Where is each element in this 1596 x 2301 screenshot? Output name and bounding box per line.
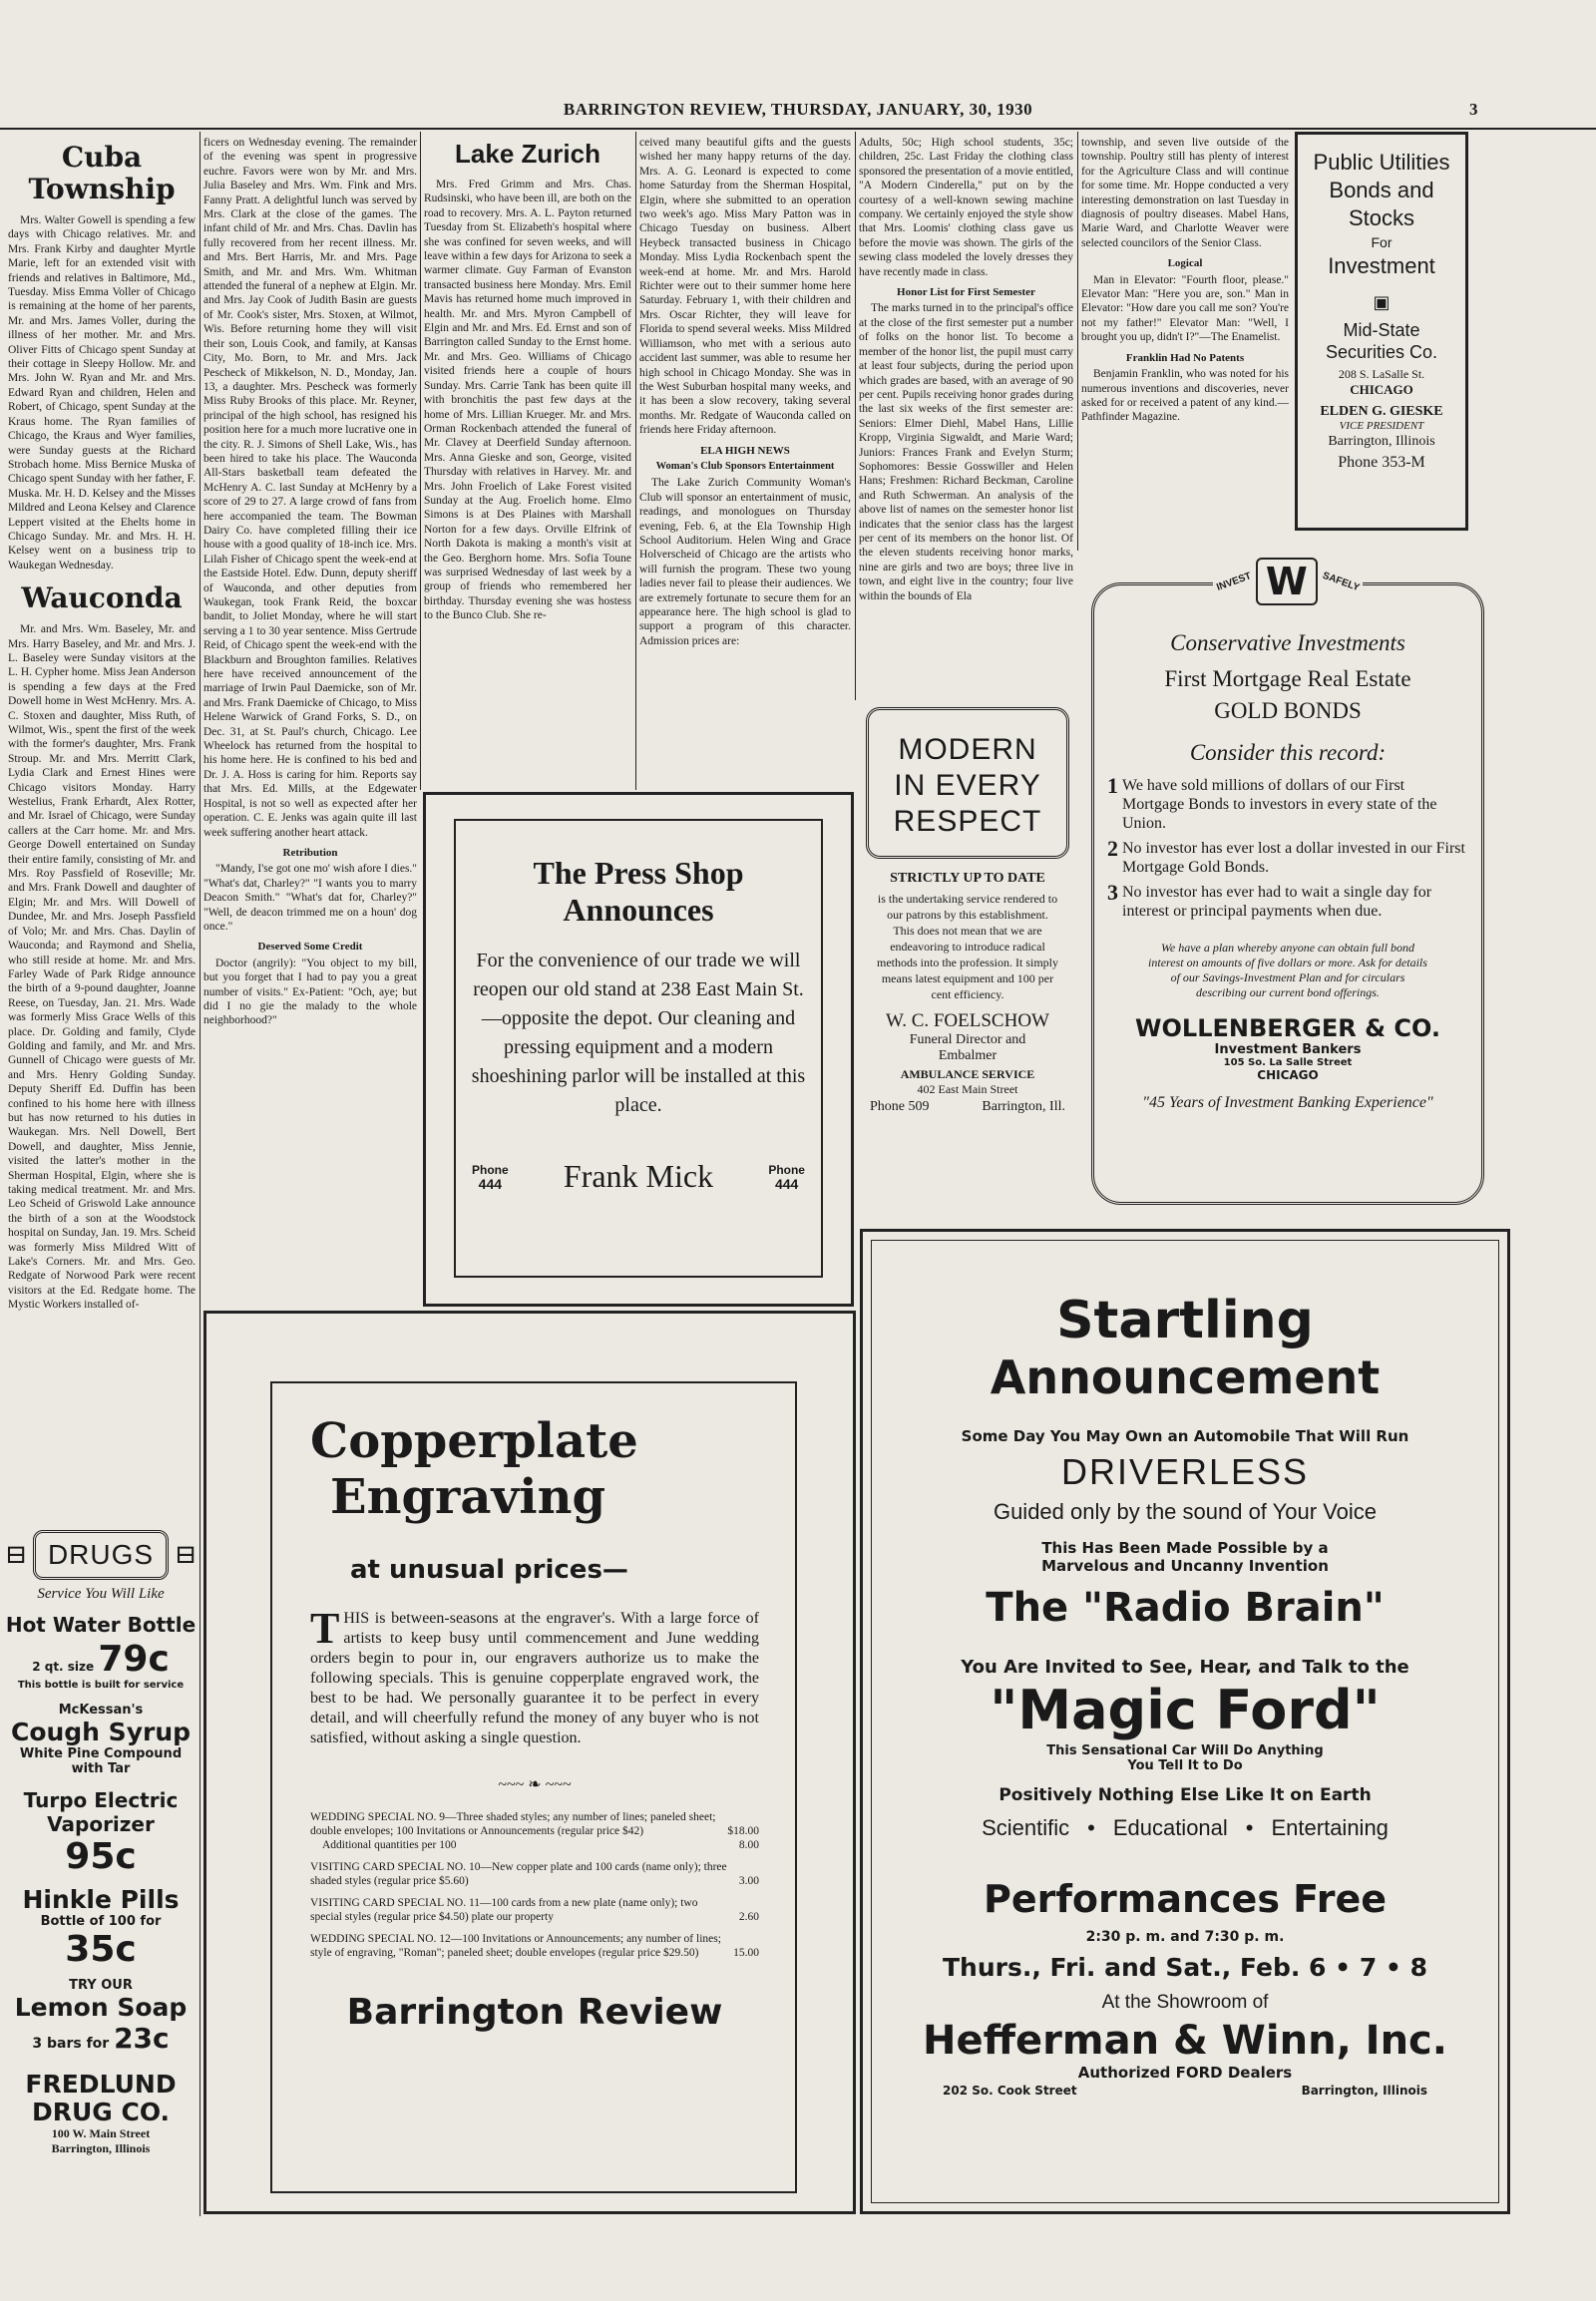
wollenberger-plan: We have a plan whereby anyone can obtain full bond interest on amounts of five dollars or more. Ask for details of our Savings-Investment Plan and for circulars describing our current bond offerings. (1148, 941, 1427, 999)
utilities-line-5: Investment (1328, 253, 1435, 278)
utilities-line-1: Public Utilities (1313, 150, 1450, 175)
press-shop-heading: The Press Shop (533, 855, 744, 891)
page-number: 3 (1469, 100, 1478, 119)
wauconda-heading: Wauconda (21, 581, 183, 615)
wauconda-news: Mr. and Mrs. Wm. Baseley, Mr. and Mrs. Harry Baseley, and Mr. and Mrs. J. L. Baseley were Sunday visitors at the L. H. Cypher home. Miss Jean Anderson is spending a few days at the Fred Dowell home in West McHenry. Mrs. A. C. Stoxen and daughter, Miss Ruth, of Wilmot, Wis., spent the first of the week with the former's daughter, Mrs. Frank Stroup. Mr. and Mrs. Merritt Clark, Lydia Clark and Ernest Hines were Chicago visitors Monday. Harry Westelius, Frank Erhardt, Alex Rotter, and Mr. Israel of Chicago, were Sunday callers at the Carr home. Mr. and Mrs. George Dowell entertained on Sunday their entire family, consisting of Mr. and Mrs. Roy Passfield of Roseville; Mr. and Mrs. Frank Dowell and daughter of Elgin; Mr. and Mrs. Will Dowell of Dundee, Mr. and Mrs. Joseph Passfield of Volo; Mr. and Mrs. Chas. Daylin of Wauconda; and Raymond and Shelia, who still reside at home. Mr. and Mrs. Farley Wade of Park Ridge announce the birth of a 9-pound daughter, Joanne Reese, on Tuesday, Jan. 21. Mrs. Wade was formerly Miss Grace Wells of this place. Dr. Golding and family, Clyde Golding and family, and Mr. and Mrs. Gunnell of Chicago were guests of Mr. and Mrs. Henry Golding Sunday. Deputy Sheriff Ed. Duffin has been confined to his home here with illness but has now returned to his duties in Waukegan. Mrs. Nell Dowell, Bert Dowell, and daughter, Miss Jennie, visited the latter's mother in the Sherman Hospital, Elgin, where she is taking medical treatment. Mr. and Mrs. Leo Scheid of Griswold Lake announce the birth of a son at the Woodstock hospital on Sunday, Jan. 19. Mrs. Scheid was formerly Miss Mildred Witt of Lake's Corners. Mr. and Mrs. Geo. Redgate of Norwood Park were recent visitors at the Ed. Redgate home. The Mystic Workers installed of- (8, 623, 196, 1312)
lantern-icon: ⊟ (175, 1540, 197, 1569)
modern-text: is the undertaking service rendered to our patrons by this establishment. This does not mean that we are endeavoring to introduce radical methods into the profession. It simply means latest equipment and 100 per cent efficiency. (877, 892, 1058, 1001)
ford-line-1: Some Day You May Own an Automobile That Will Run (961, 1427, 1409, 1445)
ford-magic-ford: "Magic Ford" (990, 1679, 1381, 1741)
copperplate-drop-cap: T (310, 1604, 340, 1653)
utilities-line-3: Stocks (1348, 205, 1415, 230)
lantern-icon: ⊟ (5, 1540, 27, 1569)
ford-tag-entertaining: Entertaining (1271, 1815, 1389, 1840)
wollenberger-ad (1083, 547, 1492, 1207)
hinkle-pills-price: 35c (65, 1929, 137, 1970)
foelschow-ambulance: AMBULANCE SERVICE (900, 1067, 1035, 1081)
modern-banner (866, 707, 1069, 859)
column-2 (203, 136, 417, 1313)
copperplate-heading-2: Engraving (330, 1469, 606, 1525)
modern-line-2: IN EVERY (894, 769, 1041, 802)
honor-list-heading: Honor List for First Semester (897, 286, 1035, 299)
wollenberger-point-3: 3 No investor has ever had to wait a single day for interest or principal payments when due. (1107, 880, 1432, 920)
lake-zurich-heading: Lake Zurich (455, 139, 600, 169)
wauconda-news-continued: ficers on Wednesday evening. The remainder of the evening was spent in progressive euchre. Favors were won by Mr. and Mrs. Julia Baseley and Mrs. Wm. Fink and Mrs. Fanny Pratt. A delightful lunch was served by Mrs. Clark at the close of the games. The infant child of Mr. and Mrs. Chas. Davlin has fully recovered from her recent illness. Mr. and Mrs. Bert Harris, Mr. and Mrs. Page Smith, and Mr. and Mrs. Wm. Whitman attended the funeral of a nephew at Elgin. Mr. and Mrs. Jay Cook of Judith Basin are guests of Mr. Cook's sister, Mrs. Stoxen, at Wilmot, Wis. Before returning home they will visit their son, Louis Cook, and family, at Kansas City, Mo. Born, to Mr. and Mrs. Jack Pescheck of Mikkelson, N. D., Monday, Jan. 13, a daughter. Mrs. Pescheck was formerly Miss Ruby Brooks of this place. Mr. Reyner, principal of the high school, has resigned his position here for a much more lucrative one in the city. R. J. Simons of Shell Lake, Wis., has been hired to take his place. The Wauconda All-Stars basketball team defeated the McHenry A. C. last Sunday at McHenry by a score of 29 to 27. A large crowd of fans from here accompanied the team. The Bowman Dairy Co. have completed filling their ice house with a good quality of 18-inch ice. Mrs. Lilah Fisher of Chicago spent the week-end at the Eastside Hotel. Edw. Dunn, deputy sheriff of Wauconda, and other deputies from Waukegan, took Frank Reid, the boxcar bandit, to Joliet Monday, where he will start serving a 1 to 30 year sentence. Miss Gertrude Reid, of Chicago spent the week-end with the Blackburn and Broughton families. Relatives here have received announcement of the marriage of Irwin Paul Daemicke, son of Mr. and Mrs. Frank Daemicke of Chicago, to Miss Helene Warwick of Grand Forks, S. D., on Dec. 31, at St. Paul's church, Chicago. Lee Wheelock has returned from the hospital to his home here. He is confined to his bed and Dr. J. A. Hoss is caring for him. Reports say that Mrs. Ed. Mills, at the Edgewater Hospital, is not so well as expected after her operation. C. E. Jenks was again quite ill last week suffering another heart attack. (203, 137, 417, 839)
foelschow-town: Barrington, Ill. (982, 1099, 1065, 1114)
special-9-additional: Additional quantities per 100 (322, 1839, 457, 1851)
press-shop-body: For the convenience of our trade we will reopen our old stand at 238 East Main St. —opposite the depot. Our cleaning and pressing equipment and a modern shoeshining parlor will be installed at this place. (471, 950, 806, 1116)
turpo-vaporizer-price: 95c (65, 1836, 137, 1877)
deserved-credit-text: Doctor (angrily): "You object to my bill, but you forget that I had to pay you a great number of visits." Ex-Patient: "Och, aye; but did I no gie the malady to the whole neighborhood?" (203, 957, 417, 1027)
magic-ford-ad (860, 1229, 1510, 2214)
ford-radio-brain: The "Radio Brain" (986, 1585, 1385, 1631)
wollenberger-point-2: 2 No investor has ever lost a dollar invested in our First Mortgage Gold Bonds. (1107, 836, 1465, 876)
utilities-line-4: For (1371, 234, 1393, 250)
copperplate-specials (310, 1810, 759, 1960)
wollenberger-line-1: Conservative Investments (1170, 630, 1405, 655)
lemon-soap-pre: TRY OUR (69, 1978, 133, 1993)
foelschow-sub-2: Embalmer (938, 1048, 998, 1063)
franklin-heading: Franklin Had No Patents (1125, 351, 1245, 364)
press-shop-ad (423, 792, 854, 1307)
special-12: WEDDING SPECIAL NO. 12—100 Invitations or Announcements; any number of lines; style of engraving, "Roman"; paneled sheet; double envelopes (regular price $29.50) (310, 1933, 721, 1959)
column-5 (859, 136, 1073, 699)
modern-line-3: RESPECT (893, 805, 1042, 838)
drugs-tagline: Service You Will Like (37, 1586, 165, 1602)
hot-water-bottle: Hot Water Bottle (5, 1613, 197, 1637)
hinkle-pills: Hinkle Pills (22, 1885, 180, 1914)
copperplate-heading-1: Copperplate (310, 1413, 638, 1469)
wollenberger-point-1: 1 We have sold millions of dollars of our First Mortgage Bonds to investors in every state of the Union. (1107, 773, 1437, 832)
column-divider (1077, 132, 1078, 551)
ela-high-news-subheading: Woman's Club Sponsors Entertainment (655, 460, 835, 472)
retribution-heading: Retribution (282, 846, 338, 859)
utilities-line-2: Bonds and (1329, 178, 1434, 202)
wollenberger-sub: Investment Bankers (1214, 1042, 1362, 1057)
special-11: VISITING CARD SPECIAL NO. 11—100 cards from a new plate (name only); two special styles (regular price $4.50) plate our property (310, 1897, 698, 1923)
copperplate-body: THIS is between-seasons at the engraver's. With a large force of artists to keep busy until commencement and June wedding orders begin to pour in, our engravers authorize us to make the following specials. This is genuine copperplate engraved work, the best to be had. We personally guarantee it to be perfect in every detail, and will cheerfully refund the money of any buyer who is not satisfied, without asking a single question. (310, 1604, 759, 1746)
utilities-firm: Mid-State Securities Co. (1325, 320, 1438, 362)
wollenberger-line-3: GOLD BONDS (1214, 698, 1362, 723)
utilities-address: 208 S. LaSalle St. (1338, 367, 1425, 381)
foelschow-phone: Phone 509 (870, 1099, 930, 1114)
special-11-price: 2.60 (738, 1911, 759, 1923)
cough-syrup-brand: McKessan's (58, 1703, 144, 1718)
ela-news-continued-2: township, and seven live outside of the township. Poultry still has plenty of interest for the Agriculture Class and will continue for some time. Mr. Hoppe conducted a very interesting demonstration on last Tuesday in diagnosis of poultry diseases. Mabel Hans, Marie Ward, and Charlotte Weaver were selected councilors of the Senior Class. (1081, 137, 1289, 249)
ford-performances-free: Performances Free (984, 1877, 1387, 1921)
ford-line-3: Guided only by the sound of Your Voice (993, 1499, 1378, 1524)
fredlund-store-name: FREDLUND DRUG CO. (25, 2070, 177, 2126)
ford-line-7: You Are Invited to See, Hear, and Talk to the (961, 1657, 1409, 1678)
foelschow-ad (860, 703, 1075, 1217)
ford-line-4: This Has Been Made Possible by a (1041, 1539, 1329, 1557)
masthead-rule (0, 128, 1596, 130)
invest-safely-emblem (1213, 547, 1363, 616)
hot-water-bottle-size: 2 qt. size (32, 1660, 95, 1674)
special-9-additional-price: 8.00 (738, 1839, 759, 1851)
ford-heading-1: Startling (1056, 1291, 1314, 1350)
ford-tag-scientific: Scientific (982, 1815, 1070, 1840)
special-9-price: $18.00 (727, 1825, 759, 1837)
drugs-sign-text: DRUGS (33, 1530, 169, 1580)
ford-line-5: Marvelous and Uncanny Invention (1041, 1557, 1329, 1575)
hinkle-pills-sub: Bottle of 100 for (40, 1914, 162, 1929)
ela-high-news-text: The Lake Zurich Community Woman's Club will sponsor an entertainment of music, readings, and monologues on Thursday evening, Feb. 6, at the Ela Township High School Auditorium. Helen Wing and Grace Holverscheid of Chicago are the artists who will furnish the program. These two young ladies never fail to please their audiences. We are extremely fortunate to secure them for an appearance here. The high school is glad to support a program of this character. Admission prices are: (639, 477, 851, 647)
ford-line-15: At the Showroom of (1101, 1992, 1269, 2013)
special-9: WEDDING SPECIAL NO. 9—Three shaded styles; any number of lines; paneled sheet; double envelopes; 100 Invitations or Announcements (regular price $42) (310, 1811, 716, 1837)
cuba-township-news: Mrs. Walter Gowell is spending a few days with Chicago relatives. Mr. and Mrs. Frank Kirby and daughter Myrtle Marie, left for an extended visit with friends and relatives in Baltimore, Md., Tuesday. Miss Emma Voller of Chicago is remaining at the home of her parents, Mr. and Mrs. James Voller, during the illness of her mother. Mr. and Mrs. Oliver Fitts of Chicago spent Sunday at their cottage in Sleepy Hollow. Mr. and Mrs. John W. Ryan and Mr. and Mrs. Edward Ryan and children, Helen and Robert, of Chicago, spent Sunday at the Kraus home. The Ryan families of Chicago, the Kraus and Wyer families, were Sunday guests at the Richard Strobach home. Miss Bernice Muska of Chicago spent Sunday with her father, F. Muska. Mr. H. D. Kelsey and the Misses Mildred and Leona Kelsey and Clarence Leppert visited at the Ehelts home in Chicago Sunday. Mr. and Mrs. H. H. Kelsey went on a business trip to Waukegan Wednesday. (8, 214, 196, 572)
franklin-text: Benjamin Franklin, who was noted for his numerous inventions and discoveries, never asked for or received a patent of any kind.—Pathfinder Magazine. (1081, 368, 1289, 424)
column-3 (424, 136, 631, 784)
column-4 (639, 136, 851, 784)
mid-state-securities-ad (1295, 132, 1468, 531)
press-shop-owner: Frank Mick (563, 1158, 714, 1194)
special-10-price: 3.00 (738, 1875, 759, 1887)
emblem-w: W (1256, 558, 1318, 605)
wollenberger-line-2: First Mortgage Real Estate (1164, 666, 1411, 691)
ford-tag-educational: Educational (1112, 1815, 1228, 1840)
masthead (0, 100, 1596, 130)
utilities-person-title: VICE PRESIDENT (1339, 420, 1424, 432)
utilities-person: ELDEN G. GIESKE (1320, 404, 1443, 419)
ford-line-11: Positively Nothing Else Like It on Earth (998, 1785, 1372, 1805)
special-12-price: 15.00 (733, 1947, 759, 1959)
copperplate-heading-3: at unusual prices— (350, 1555, 628, 1585)
ford-dates: Thurs., Fri. and Sat., Feb. 6 • 7 • 8 (943, 1953, 1427, 1982)
lake-zurich-news-continued: ceived many beautiful gifts and the guests wished her many happy returns of the day. Mrs. A. G. Leonard is expected to come home Saturday from the Sherman Hospital, Elgin, where she submitted to an operation two week's ago. Miss Mary Patton was in Chicago Tuesday on business. Albert Heybeck transacted business in Chicago Monday. Miss Lydia Rockenbach spent the week-end at home. Mr. and Mrs. Harold Richter were out to their summer home here Saturday. February 1, with their children and Mrs. Oscar Richter, they will leave for Florida to spend several weeks. Miss Mildred Williamson, who met with a serious auto accident last summer, was able to resume her high school in Chicago Monday. She was in the West Suburban hospital many weeks, and it has been a slow recovery, taking several months. Mr. Redgate of Wauconda called on friends here Friday afternoon. (639, 137, 851, 437)
column-divider (635, 132, 636, 790)
wollenberger-address: 105 So. La Salle Street (1223, 1057, 1353, 1068)
fredlund-address: 100 W. Main Street (51, 2126, 151, 2140)
wollenberger-motto: "45 Years of Investment Banking Experience" (1142, 1094, 1433, 1111)
honor-list-text: The marks turned in to the principal's office at the close of the first semester put a number of folks on the honor list. To become a member of the honor list, the pupil must carry at least four subjects, during the period upon which grades are based, with an average of 90 per cent. Pupils receiving honor grades during the last six weeks of the first semester are: Seniors: Elmer Diehl, Mabel Hans, Lillie Kropp, Virginia Sigwaldt, and Marie Ward; Juniors: Frances Frank and Evelyn Sturm; Sophomores: Bessie Gosswiller and Helen Hans; Freshmen: Richard Beckman, Caroline and Ruth Schwerman. An analysis of the above list of names on the semester honor list indicates that the senior class has the largest per cent of its members on the honor list. Of the eleven students receiving honor marks, nine are girls and two are boys; three live in town, and eight live in the country; four live within the bounds of Ela (859, 302, 1073, 602)
copperplate-footer: Barrington Review (346, 1992, 723, 2033)
ford-driverless: DRIVERLESS (1060, 1451, 1310, 1492)
hot-water-bottle-price: 79c (98, 1639, 170, 1680)
wollenberger-line-4: Consider this record: (1189, 740, 1387, 765)
column-6 (1081, 136, 1289, 555)
copperplate-ornament: ~~~ ❧ ~~~ (498, 1776, 572, 1793)
hot-water-bottle-note: This bottle is built for service (17, 1680, 185, 1691)
emblem-right-text: SAFELY (1321, 570, 1362, 593)
square-bullet-icon: ▣ (1373, 292, 1391, 312)
copperplate-engraving-ad (203, 1311, 856, 2214)
foelschow-contact (860, 1097, 1075, 1117)
turpo-vaporizer: Turpo Electric Vaporizer (23, 1788, 179, 1836)
foelschow-address: 402 East Main Street (917, 1082, 1018, 1096)
fredlund-drugs-ad (4, 1526, 198, 2214)
emblem-left-text: INVEST (1214, 570, 1253, 593)
modern-line-1: MODERN (898, 733, 1037, 766)
press-shop-subheading: Announces (563, 892, 714, 928)
ford-address-row (883, 2082, 1487, 2098)
ela-high-news-heading: ELA HIGH NEWS (700, 444, 790, 457)
cuba-township-heading: Cuba Township (28, 141, 176, 205)
ford-town: Barrington, Illinois (1301, 2084, 1427, 2098)
deserved-credit-heading: Deserved Some Credit (257, 941, 363, 954)
retribution-text: "Mandy, I'se got one mo' wish afore I dies." "What's dat, Charley?" "I wants you to marry Deacon Smith." "What's dat for, Charley?" "Well, de deacon trimmed me on a houn' dog once." (203, 863, 417, 933)
utilities-city: CHICAGO (1350, 382, 1413, 397)
ford-dealer-sub: Authorized FORD Dealers (1077, 2064, 1293, 2082)
wollenberger-firm: WOLLENBERGER & CO. (1135, 1014, 1440, 1042)
ford-line-10: You Tell It to Do (1127, 1758, 1243, 1773)
utilities-town: Barrington, Illinois (1328, 434, 1435, 449)
lemon-soap-qty: 3 bars for (32, 2036, 110, 2052)
ford-times: 2:30 p. m. and 7:30 p. m. (1085, 1929, 1285, 1945)
lemon-soap-price: 23c (114, 2022, 170, 2055)
ela-news-continued: Adults, 50c; High school students, 35c; children, 25c. Last Friday the clothing class sponsored the presentation of a movie entitled, "A Modern Cinderella," put on by the courtesy of a well-known sewing machine company. We certainly enjoyed the style show that Mrs. Loomis' clothing class gave us before the movie was shown. The girls of the sewing class modeled the lovely dresses they have recently made in class. (859, 137, 1073, 278)
utilities-phone: Phone 353-M (1338, 454, 1425, 471)
modern-heading: STRICTLY UP TO DATE (890, 871, 1045, 886)
ford-tagline: Scientific • Educational • Entertaining (982, 1815, 1389, 1840)
column-divider (420, 132, 421, 790)
press-shop-footer: Phone 444 Frank Mick Phone 444 (472, 1158, 805, 1194)
lake-zurich-news: Mrs. Fred Grimm and Mrs. Chas. Rudsinski, who have been ill, are both on the road to recovery. Mrs. A. L. Payton returned Tuesday from St. Elizabeth's hospital where she was confined for seven weeks, and will leave within a few days for Arizona to seek a warmer climate. Guy Farman of Evanston transacted business here Monday. Mrs. Emil Mavis has returned home much improved in health. Mr. and Mrs. Myron Campbell of Elgin and Mr. and Mrs. Ed. Ernst and son of Barrington called Sunday to the Ernst home. Mr. and Mrs. Geo. Williams of Chicago visited friends here a couple of hours Sunday. Mrs. Carrie Tank has been quite ill with bronchitis the past few days at the home of Mrs. Lillian Krueger. Mr. and Mrs. Orman Rockenbach attended the funeral of Mr. Clavey at Deerfield Sunday afternoon. Mrs. Anna Gieske and son, George, visited Thursday with relatives in Harvey. Mr. and Mrs. John Froelich of Lake Forest visited Sunday at the Aug. Froelich home. Elmo Simons is at Des Plaines with Marshall Norton for a few days. Orville Elfrink of North Dakota is making a month's visit at the Geo. Berghorn home. Mrs. Sofia Toune was surprised Wednesday of last week by a group of friends who remembered her birthday. Thursday evening she was hostess to the Bunco Club. She re- (424, 179, 631, 622)
ford-address: 202 So. Cook Street (943, 2084, 1077, 2098)
lemon-soap: Lemon Soap (14, 1993, 188, 2022)
fredlund-town: Barrington, Illinois (51, 2141, 151, 2155)
foelschow-name: W. C. FOELSCHOW (886, 1010, 1049, 1031)
ford-heading-2: Announcement (990, 1350, 1381, 1404)
drugs-sign (4, 1530, 198, 1580)
cough-syrup-sub: White Pine Compound with Tar (19, 1746, 183, 1776)
column-1 (8, 136, 196, 1522)
foelschow-sub-1: Funeral Director and (909, 1032, 1026, 1047)
logical-text: Man in Elevator: "Fourth floor, please." Elevator Man: "Here you are, son." Man in Elevator: "How dare you call me son? You're not my father!" Elevator Man: "Well, I brought you up, didn't I?"—The Enamelist. (1081, 273, 1289, 344)
special-10: VISITING CARD SPECIAL NO. 10—New copper plate and 100 cards (name only); three shaded styles (regular price $5.60) (310, 1861, 727, 1887)
ford-line-9: This Sensational Car Will Do Anything (1046, 1743, 1324, 1758)
wollenberger-city: CHICAGO (1257, 1068, 1319, 1082)
column-divider (855, 132, 856, 700)
ford-dealer-name: Hefferman & Winn, Inc. (923, 2018, 1447, 2064)
logical-heading: Logical (1167, 257, 1203, 270)
cough-syrup: Cough Syrup (10, 1718, 192, 1746)
masthead-title: BARRINGTON REVIEW, THURSDAY, JANUARY, 30, 1930 (563, 100, 1033, 119)
